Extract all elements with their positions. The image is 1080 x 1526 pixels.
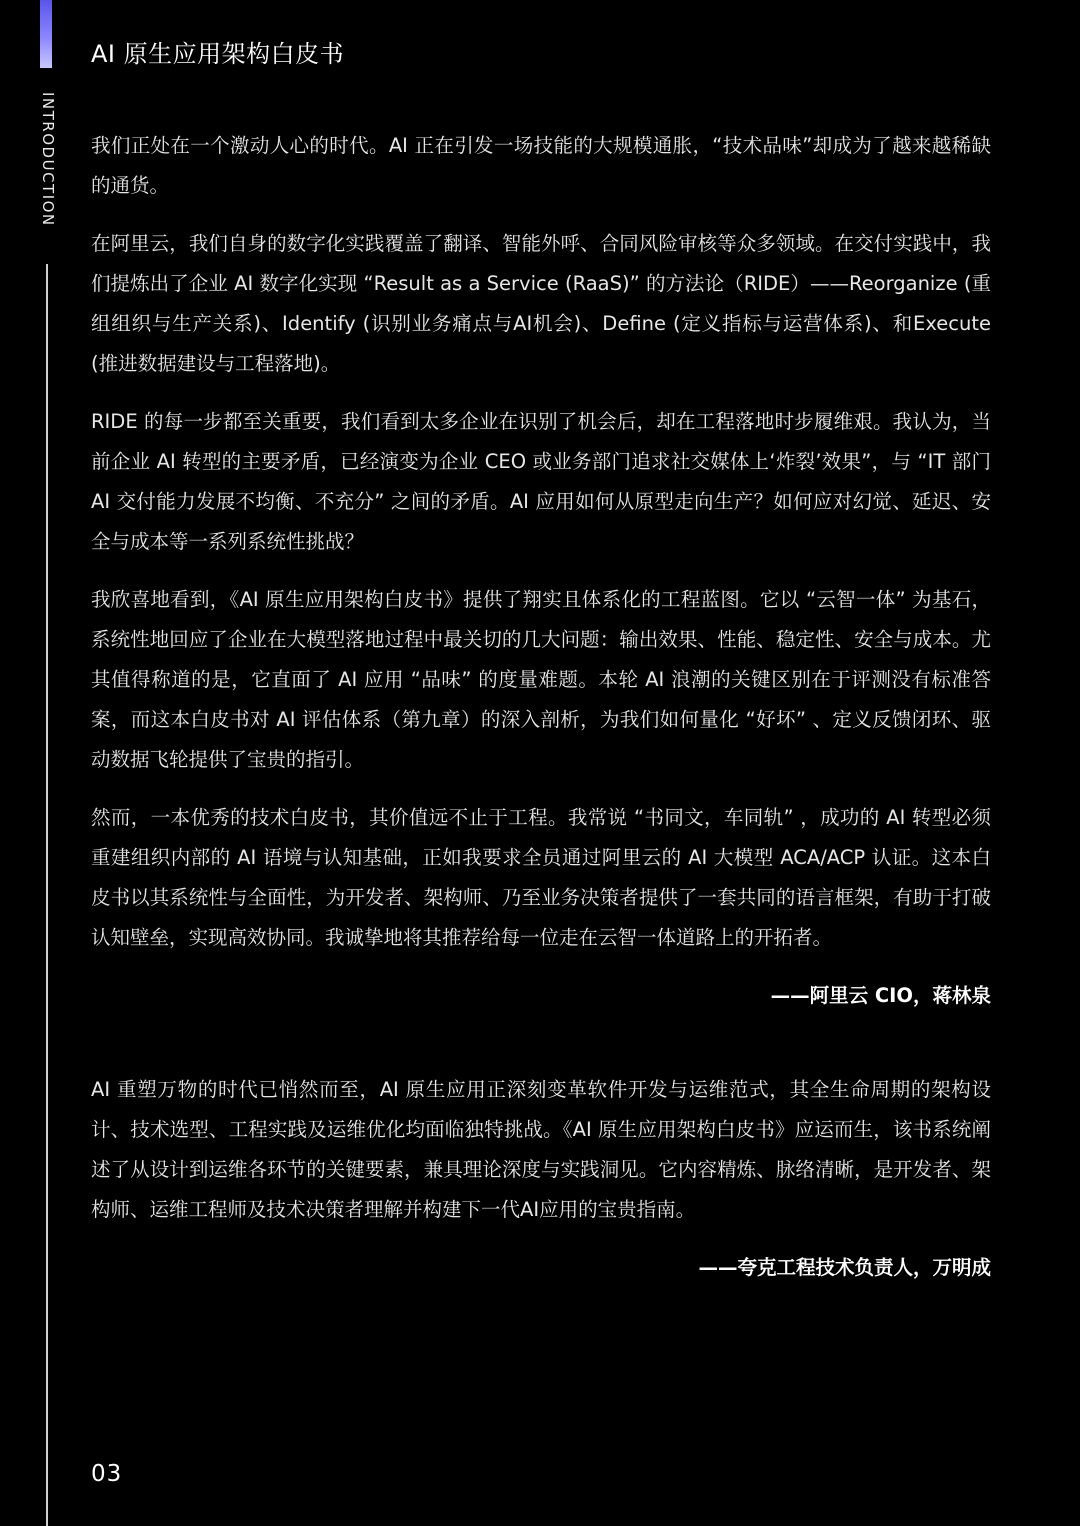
paragraph-2: 在阿里云，我们自身的数字化实践覆盖了翻译、智能外呼、合同风险审核等众多领域。在交付实践中，我们提炼出了企业 AI 数字化实现 “Result as a Service (RaaS)” 的方法论（RIDE）——Reorganize (重组组织与生产关系)、Identify (识别业务痛点与AI机会)、Define (定义指标与运营体系)、和Execute (推进数据建设与工程落地)。 <box>91 232 991 375</box>
paragraph-4: 我欣喜地看到，《AI 原生应用架构白皮书》提供了翔实且体系化的工程蓝图。它以 “云智一体” 为基石，系统性地回应了企业在大模型落地过程中最关切的几大问题：输出效果、性能、稳定性、安全与成本。尤其值得称道的是，它直面了 AI 应用 “品味” 的度量难题。本轮 AI 浪潮的关键区别在于评测没有标准答案，而这本白皮书对 AI 评估体系（第九章）的深入剖析，为我们如何量化 “好坏” 、定义反馈闭环、驱动数据飞轮提供了宝贵的指引。 <box>91 588 991 771</box>
section-side-label: INTRODUCTION <box>39 92 57 227</box>
header-accent-bar <box>40 0 52 68</box>
paragraph-3: RIDE 的每一步都至关重要，我们看到太多企业在识别了机会后，却在工程落地时步履维艰。我认为，当前企业 AI 转型的主要矛盾，已经演变为企业 CEO 或业务部门追求社交媒体上‘炸裂’效果”，与 “IT 部门 AI 交付能力发展不均衡、不充分” 之间的矛盾。AI 应用如何从原型走向生产？如何应对幻觉、延迟、安全与成本等一系列系统性挑战？ <box>91 410 991 553</box>
signature-quark: ——夸克工程技术负责人，万明成 <box>698 1256 991 1279</box>
signature-cio: ——阿里云 CIO，蒋林泉 <box>770 984 991 1007</box>
paragraph-5: 然而，一本优秀的技术白皮书，其价值远不止于工程。我常说 “书同文，车同轨” ，成功的 AI 转型必须重建组织内部的 AI 语境与认知基础，正如我要求全员通过阿里云的 AI 大模型 ACA/ACP 认证。这本白皮书以其系统性与全面性，为开发者、架构师、乃至业务决策者提供了一套共同的语言框架，有助于打破认知壁垒，实现高效协同。我诚挚地将其推荐给每一位走在云智一体道路上的开拓者。 <box>91 806 991 949</box>
paragraph-quark: AI 重塑万物的时代已悄然而至，AI 原生应用正深刻变革软件开发与运维范式，其全生命周期的架构设计、技术选型、工程实践及运维优化均面临独特挑战。《AI 原生应用架构白皮书》应运而生，该书系统阐述了从设计到运维各环节的关键要素，兼具理论深度与实践洞见。它内容精炼、脉络清晰，是开发者、架构师、运维工程师及技术决策者理解并构建下一代AI应用的宝贵指南。 <box>91 1078 991 1221</box>
main-content <box>91 126 991 1288</box>
page-number: 03 <box>91 1461 123 1487</box>
side-divider-line <box>46 264 48 1526</box>
paragraph-1: 我们正处在一个激动人心的时代。AI 正在引发一场技能的大规模通胀，“技术品味”却成为了越来越稀缺的通货。 <box>91 134 991 197</box>
document-title: AI 原生应用架构白皮书 <box>91 40 345 68</box>
